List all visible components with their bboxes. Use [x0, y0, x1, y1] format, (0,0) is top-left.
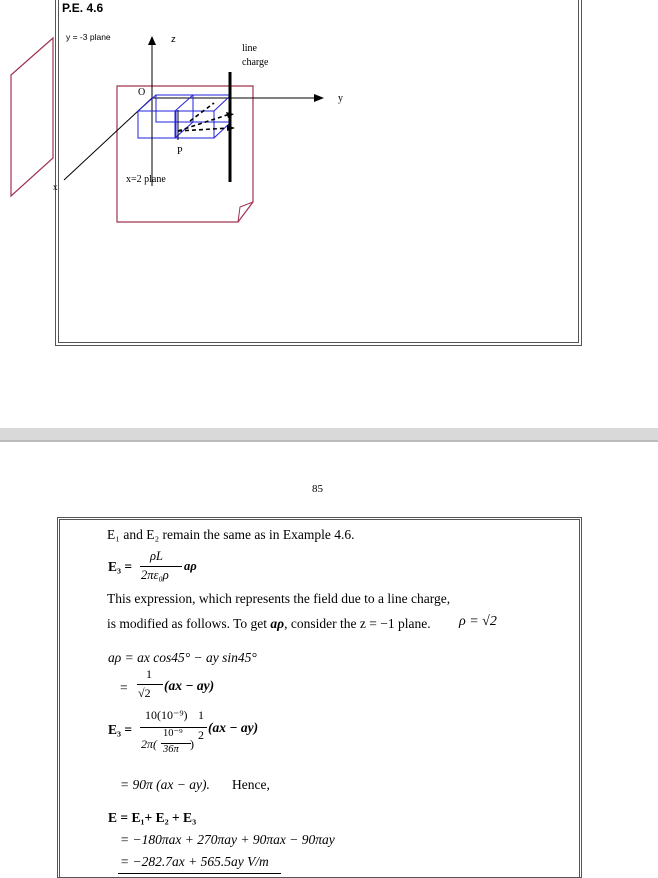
rho-eq: ρ = √2 — [459, 614, 497, 629]
final-underline — [118, 873, 281, 874]
e3b-num: 10(10⁻⁹) — [145, 708, 188, 722]
e3b-den-frac-den: 36π — [163, 744, 179, 755]
para1: This expression, which represents the field due to a line charge, — [107, 591, 451, 606]
e3-num: ρL — [150, 549, 163, 563]
e3b-vec: (ax − ay) — [208, 720, 259, 735]
z-axis-arrow — [148, 36, 156, 45]
unit-den: √2 — [138, 686, 151, 700]
e3b-den-b: ) — [190, 737, 194, 751]
e3-vec: aρ — [184, 559, 197, 573]
unit-fraction-bar — [137, 684, 163, 685]
figure-title: P.E. 4.6 — [62, 1, 104, 15]
solution-line1: E₁ and E₂ remain the same as in Example 4.6. — [107, 527, 355, 542]
arho-eq: aρ = ax cos45° − ay sin45° — [108, 650, 257, 665]
y-plane-label: y = -3 plane — [66, 32, 111, 42]
unit-vec: (ax − ay) — [164, 678, 215, 693]
sum-eq: E = E₁+ E₂ + E₃ — [108, 810, 197, 825]
y-axis-arrow — [314, 94, 324, 102]
e3b-lhs: E₃ = — [108, 722, 133, 737]
line-label: line — [242, 43, 257, 54]
para2 — [107, 616, 431, 632]
para2b: aρ — [270, 616, 285, 631]
figure-diagram — [0, 0, 658, 346]
page-number: 85 — [312, 483, 323, 495]
sum2-eq: = −180πax + 270πay + 90πax − 90πay — [120, 832, 335, 847]
charge-label: charge — [242, 57, 269, 68]
e3b-den-frac-num: 10⁻⁹ — [163, 728, 183, 739]
unit-num: 1 — [146, 667, 152, 681]
e3b-half-den: 2 — [198, 728, 204, 742]
origin-label: O — [138, 87, 146, 98]
dashed-lines — [178, 103, 230, 131]
unit-eq-prefix: = — [120, 680, 128, 695]
y-axis-label: y — [338, 93, 343, 104]
para2a: is modified as follows. To get — [107, 616, 268, 631]
e3-fraction-bar — [140, 566, 182, 567]
e3b-den-a: 2π( — [141, 737, 158, 751]
x-axis-label: x — [53, 182, 58, 192]
para2c: , consider the z = −1 plane. — [284, 616, 431, 631]
z-axis-label: z — [171, 34, 176, 45]
e3-den: 2πε₀ρ — [141, 568, 169, 582]
e3-lhs: E₃ = — [108, 559, 133, 574]
x-plane-shape — [117, 86, 253, 222]
y-plane-shape — [11, 38, 53, 196]
e3b-half-num: 1 — [198, 708, 204, 722]
final-eq: = −282.7ax + 565.5ay V/m — [120, 854, 269, 869]
page-separator-shadow — [0, 440, 658, 442]
page-separator — [0, 428, 658, 440]
hence: Hence, — [232, 777, 270, 792]
point-label: P — [177, 146, 183, 157]
result3: = 90π (ax − ay). — [120, 777, 210, 792]
x-plane-label: x=2 plane — [126, 174, 166, 185]
